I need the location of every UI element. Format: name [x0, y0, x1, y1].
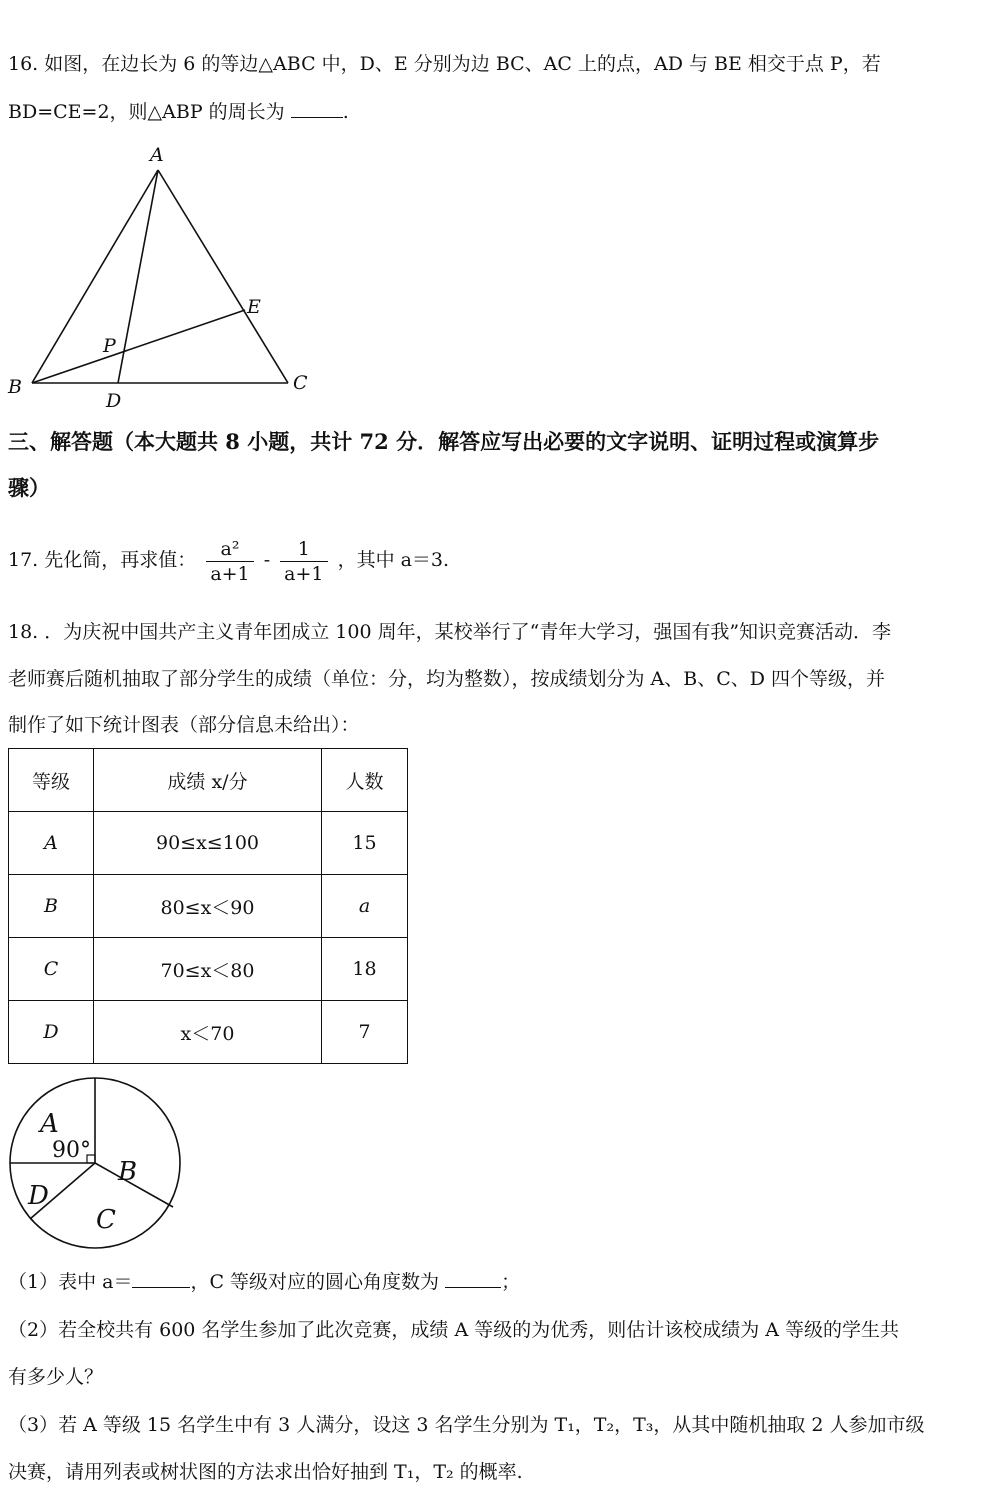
- q16-text-line1: 16. 如图，在边长为 6 的等边△ABC 中，D、E 分别为边 BC、AC 上的点，AD 与 BE 相交于点 P，若: [8, 53, 881, 75]
- segment-ab: [32, 170, 158, 383]
- q17-minus: -: [263, 549, 271, 571]
- label-d: D: [106, 390, 122, 412]
- q18-sub2-line1: （2）若全校共有 600 名学生参加了此次竞赛，成绩 A 等级的为优秀，则估计该校成绩为 A 等级的学生共: [8, 1319, 900, 1341]
- q18-text-line3: 制作了如下统计图表（部分信息未给出）：: [8, 714, 360, 736]
- table-cell: 70≤x＜80: [94, 938, 322, 1001]
- table-cell: C: [9, 938, 94, 1001]
- pie-label-d: D: [28, 1181, 49, 1211]
- q17-suffix: ，其中 a＝3.: [337, 549, 450, 571]
- table-cell: 15: [322, 812, 408, 875]
- table-row: [9, 812, 408, 875]
- table-cell: B: [9, 875, 94, 938]
- pie-label-c: C: [96, 1205, 116, 1235]
- q18-sub1: [8, 1270, 520, 1294]
- q18-text-line1: 18. ．为庆祝中国共产主义青年团成立 100 周年，某校举行了“青年大学习，强国有我”知识竞赛活动．李: [8, 621, 892, 643]
- table-header-cell: 等级: [9, 749, 94, 812]
- q18-sub1-text-c: ；: [501, 1271, 521, 1293]
- q17-text: [8, 532, 449, 588]
- q16-text-line2-pre: BD=CE=2，则△ABP 的周长为: [8, 101, 285, 123]
- q18-sub1-blank-angle[interactable]: [445, 1271, 501, 1288]
- q18-sub3-line2: 决赛，请用列表或树状图的方法求出恰好抽到 T₁，T₂ 的概率.: [8, 1461, 523, 1483]
- grade-table: [8, 748, 408, 1064]
- table-header-row: [9, 749, 408, 812]
- label-c: C: [293, 372, 308, 394]
- pie-label-b: B: [118, 1157, 138, 1187]
- segment-be: [32, 310, 245, 383]
- table-cell: a: [322, 875, 408, 938]
- q17-frac1-numerator: a²: [206, 537, 253, 562]
- table-cell: 90≤x≤100: [94, 812, 322, 875]
- q17-fraction-2: [280, 537, 327, 586]
- table-cell: 80≤x＜90: [94, 875, 322, 938]
- q17-frac2-denominator: a+1: [284, 562, 324, 585]
- q18-text-line2: 老师赛后随机抽取了部分学生的成绩（单位：分，均为整数），按成绩划分为 A、B、C、D 四个等级，并: [8, 668, 886, 690]
- q18-sub1-blank-a[interactable]: [132, 1271, 190, 1288]
- q17-frac1-denominator: a+1: [210, 562, 250, 585]
- label-p: P: [103, 335, 116, 357]
- label-a: A: [150, 144, 164, 166]
- pie-chart: [0, 1072, 200, 1252]
- table-header-cell: 成绩 x/分: [94, 749, 322, 812]
- table-cell: A: [9, 812, 94, 875]
- q17-fraction-1: [206, 537, 253, 586]
- table-row: [9, 1001, 408, 1064]
- section3-heading-line2: 骤）: [8, 475, 50, 500]
- q18-sub3-line1: （3）若 A 等级 15 名学生中有 3 人满分，设这 3 名学生分别为 T₁，T₂，T₃，从其中随机抽取 2 人参加市级: [8, 1414, 925, 1436]
- q16-text-line2: [8, 100, 349, 124]
- section3-heading-line1: 三、解答题（本大题共 8 小题，共计 72 分．解答应写出必要的文字说明、证明过程或演算步: [8, 429, 880, 454]
- pie-angle-a: 90°: [52, 1138, 91, 1163]
- table-cell: 18: [322, 938, 408, 1001]
- q18-sub1-text-b: ，C 等级对应的圆心角度数为: [190, 1271, 440, 1293]
- pie-label-a: A: [40, 1109, 59, 1139]
- label-e: E: [247, 296, 261, 318]
- q16-text-line2-post: .: [342, 101, 349, 123]
- q17-frac2-numerator: 1: [280, 537, 327, 562]
- q17-prefix: 17. 先化简，再求值：: [8, 549, 197, 571]
- table-header-cell: 人数: [322, 749, 408, 812]
- table-cell: 7: [322, 1001, 408, 1064]
- segment-ac: [158, 170, 288, 383]
- table-cell: x＜70: [94, 1001, 322, 1064]
- table-row: [9, 875, 408, 938]
- table-row: [9, 938, 408, 1001]
- label-b: B: [8, 376, 22, 398]
- q16-answer-blank[interactable]: [291, 101, 343, 118]
- q18-sub1-text-a: （1）表中 a＝: [8, 1271, 133, 1293]
- triangle-figure: [0, 140, 330, 415]
- table-cell: D: [9, 1001, 94, 1064]
- q18-sub2-line2: 有多少人？: [8, 1366, 104, 1388]
